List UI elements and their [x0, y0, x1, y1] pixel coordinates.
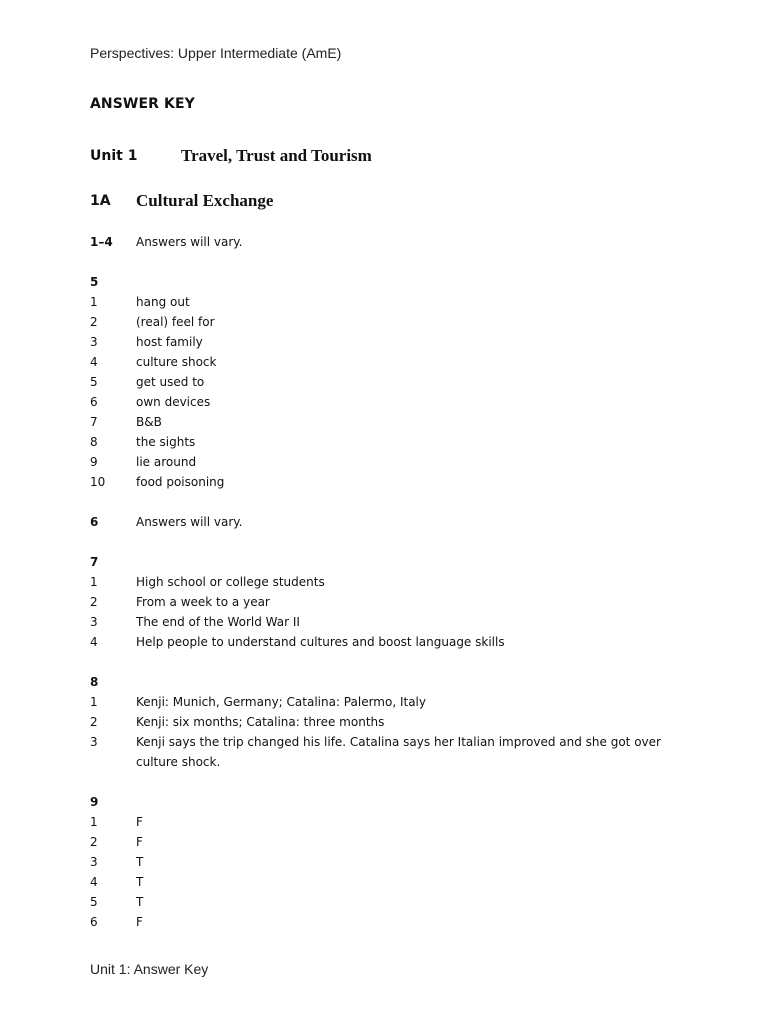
answer-item — [90, 452, 700, 472]
unit-number: Unit 1 — [90, 148, 138, 164]
exercise-8-heading — [90, 672, 700, 692]
exercise-number: 7 — [90, 555, 99, 569]
item-answer: (real) feel for — [136, 315, 215, 329]
exercise-number: 6 — [90, 515, 99, 529]
item-answer: host family — [136, 335, 203, 349]
item-answer: own devices — [136, 395, 211, 409]
page-header: Perspectives: Upper Intermediate (AmE) — [90, 45, 342, 61]
item-number: 8 — [90, 435, 98, 449]
item-number: 6 — [90, 915, 98, 929]
item-answer: The end of the World War II — [136, 615, 300, 629]
item-number: 3 — [90, 615, 98, 629]
item-number: 6 — [90, 395, 98, 409]
item-answer: get used to — [136, 375, 205, 389]
item-number: 9 — [90, 455, 98, 469]
answer-item — [90, 712, 700, 732]
answer-item — [90, 372, 700, 392]
item-answer: the sights — [136, 435, 196, 449]
item-number: 5 — [90, 895, 98, 909]
item-number: 7 — [90, 415, 98, 429]
item-answer: lie around — [136, 455, 197, 469]
item-answer: culture shock — [136, 355, 217, 369]
exercise-answer: Answers will vary. — [136, 515, 243, 529]
answer-item — [90, 392, 700, 412]
exercise-answer: Answers will vary. — [136, 235, 243, 249]
item-answer: F — [136, 835, 143, 849]
item-answer: Help people to understand cultures and boost language skills — [136, 635, 505, 649]
item-number: 5 — [90, 375, 98, 389]
answer-item — [90, 692, 700, 712]
item-answer: Kenji: six months; Catalina: three months — [136, 715, 385, 729]
answer-item — [90, 852, 700, 872]
answer-item — [90, 292, 700, 312]
answer-item — [90, 732, 700, 772]
exercise-number: 8 — [90, 675, 99, 689]
exercise-5-heading — [90, 272, 700, 292]
exercise-number: 9 — [90, 795, 99, 809]
exercise-7-heading — [90, 552, 700, 572]
answer-item — [90, 412, 700, 432]
unit-title: Travel, Trust and Tourism — [181, 146, 372, 165]
item-number: 2 — [90, 715, 98, 729]
exercise-number: 5 — [90, 275, 99, 289]
item-number: 4 — [90, 355, 98, 369]
answer-item — [90, 432, 700, 452]
item-answer: From a week to a year — [136, 595, 270, 609]
item-number: 1 — [90, 575, 98, 589]
item-number: 10 — [90, 475, 106, 489]
answer-item — [90, 332, 700, 352]
item-number: 3 — [90, 735, 98, 749]
item-answer: High school or college students — [136, 575, 325, 589]
answer-item — [90, 812, 700, 832]
answer-item — [90, 472, 700, 492]
item-number: 2 — [90, 835, 98, 849]
item-answer: T — [136, 855, 144, 869]
item-answer: food poisoning — [136, 475, 225, 489]
exercise-1-4 — [90, 232, 700, 252]
answer-item — [90, 612, 700, 632]
lesson-title: Cultural Exchange — [136, 191, 274, 210]
item-answer: T — [136, 875, 144, 889]
item-answer: Kenji: Munich, Germany; Catalina: Palermo, Italy — [136, 695, 426, 709]
answer-item — [90, 352, 700, 372]
answer-item — [90, 572, 700, 592]
exercise-9-heading — [90, 792, 700, 812]
item-number: 4 — [90, 875, 98, 889]
exercise-number: 1–4 — [90, 235, 113, 249]
lesson-number: 1A — [90, 193, 111, 209]
answer-item — [90, 892, 700, 912]
answer-item — [90, 632, 700, 652]
document-title: ANSWER KEY — [90, 96, 195, 112]
item-number: 1 — [90, 815, 98, 829]
item-number: 2 — [90, 595, 98, 609]
exercise-6 — [90, 512, 700, 532]
item-number: 1 — [90, 295, 98, 309]
item-number: 1 — [90, 695, 98, 709]
item-number: 4 — [90, 635, 98, 649]
answer-item — [90, 872, 700, 892]
item-number: 3 — [90, 335, 98, 349]
page-footer: Unit 1: Answer Key — [90, 961, 209, 977]
item-answer: hang out — [136, 295, 190, 309]
item-answer: B&B — [136, 415, 162, 429]
item-answer: F — [136, 915, 143, 929]
answers-body — [90, 232, 700, 932]
item-answer: T — [136, 895, 144, 909]
answer-item — [90, 312, 700, 332]
answer-item — [90, 832, 700, 852]
item-answer: F — [136, 815, 143, 829]
answer-item — [90, 592, 700, 612]
item-answer: Kenji says the trip changed his life. Catalina says her Italian improved and she got over culture shock. — [136, 735, 661, 769]
item-number: 2 — [90, 315, 98, 329]
answer-item — [90, 912, 700, 932]
item-number: 3 — [90, 855, 98, 869]
